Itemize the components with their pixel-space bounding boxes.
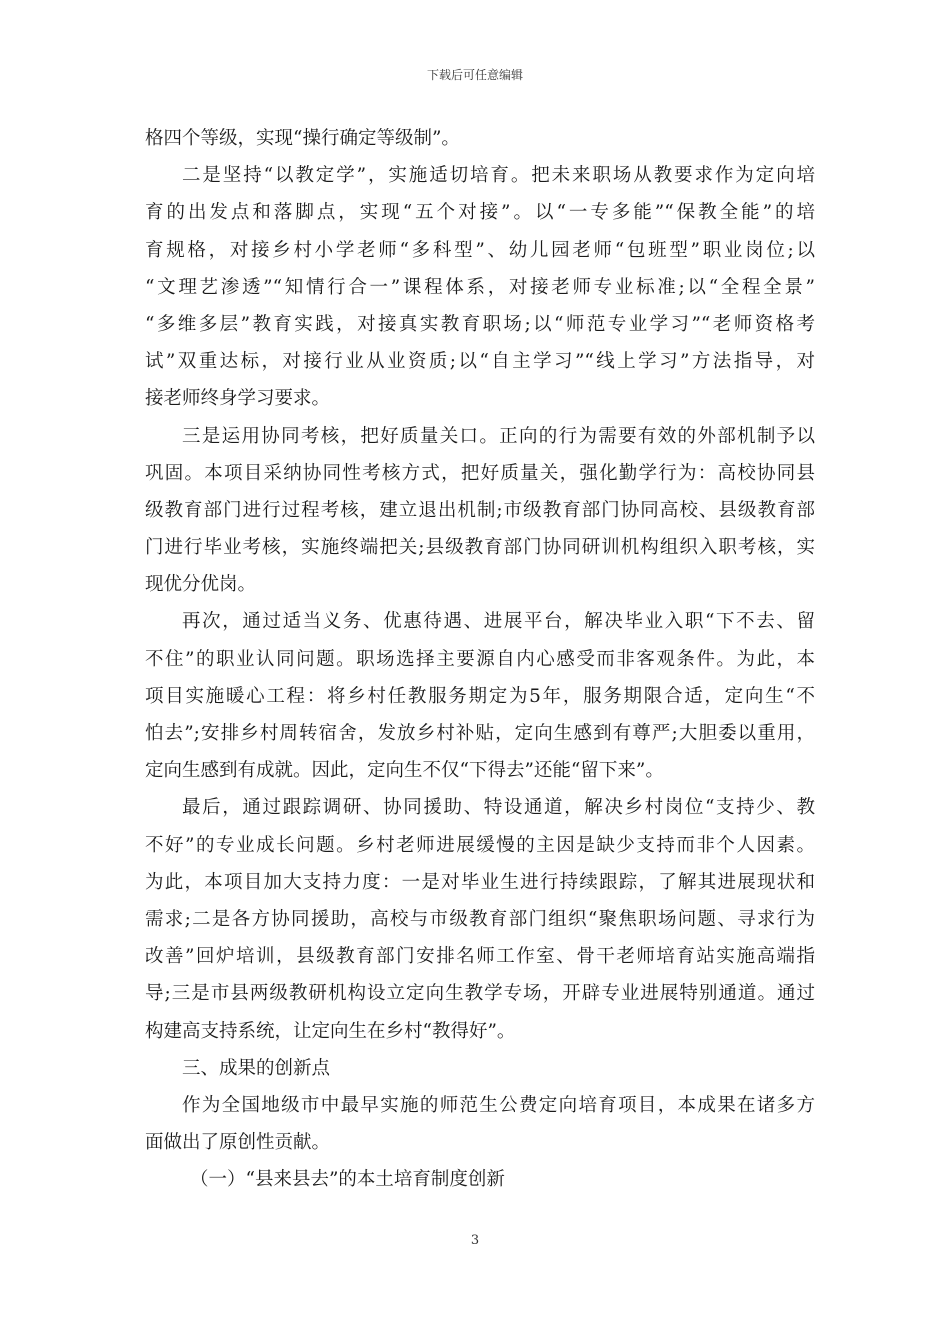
text-line: 育规格，对接乡村小学老师“多科型”、幼儿园老师“包班型”职业岗位;以 [145,239,815,261]
text-line: 最后，通过跟踪调研、协同援助、特设通道，解决乡村岗位“支持少、教 [182,797,815,819]
text-line: 现优分优岗。 [145,574,257,596]
text-line: 项目实施暖心工程：将乡村任教服务期定为5年，服务期限合适，定向生“不 [145,685,815,707]
section-heading: 三、成果的创新点 [182,1057,331,1079]
text-line: 改善”回炉培训，县级教育部门安排名师工作室、骨干老师培育站实施高端指 [145,946,815,968]
text-line: 二是坚持“以教定学”，实施适切培育。把未来职场从教要求作为定向培 [182,165,815,187]
page-header: 下载后可任意编辑 [426,68,523,82]
text-line: 育的出发点和落脚点，实现“五个对接”。以“一专多能”“保教全能”的培 [145,202,815,224]
text-line: 作为全国地级市中最早实施的师范生公费定向培育项目，本成果在诸多方 [182,1094,815,1116]
text-line: 构建高支持系统，让定向生在乡村“教得好”。 [145,1020,516,1042]
text-line: 为此，本项目加大支持力度：一是对毕业生进行持续跟踪，了解其进展现状和 [145,871,815,893]
text-line: 再次，通过适当义务、优惠待遇、进展平台，解决毕业入职“下不去、留 [182,611,815,633]
text-line: 格四个等级，实现“操行确定等级制”。 [145,128,460,149]
text-line: 导;三是市县两级教研机构设立定向生教学专场，开辟专业进展特别通道。通过 [145,983,815,1005]
text-line: “多维多层”教育实践，对接真实教育职场;以“师范专业学习”“老师资格考 [145,313,815,335]
text-line: 试”双重达标，对接行业从业资质;以“自主学习”“线上学习”方法指导，对 [145,351,815,373]
subsection-heading: （一）“县来县去”的本土培育制度创新 [190,1169,505,1191]
text-line: 接老师终身学习要求。 [145,388,331,410]
text-line: 面做出了原创性贡献。 [145,1132,331,1154]
text-line: 不住”的职业认同问题。职场选择主要源自内心感受而非客观条件。为此，本 [145,648,815,670]
text-line: 需求;二是各方协同援助，高校与市级教育部门组织“聚焦职场问题、寻求行为 [145,908,815,930]
text-line: 级教育部门进行过程考核，建立退出机制;市级教育部门协同高校、县级教育部 [145,499,815,521]
text-line: “文理艺渗透”“知情行合一”课程体系，对接老师专业标准;以“全程全景” [145,276,815,298]
text-line: 三是运用协同考核，把好质量关口。正向的行为需要有效的外部机制予以 [182,425,815,447]
text-line: 门进行毕业考核，实施终端把关;县级教育部门协同研训机构组织入职考核，实 [145,537,815,559]
text-line: 怕去”;安排乡村周转宿舍，发放乡村补贴，定向生感到有尊严;大胆委以重用， [145,723,815,744]
page-number: 3 [470,1233,480,1248]
text-line: 定向生感到有成就。因此，定向生不仅“下得去”还能“留下来”。 [145,760,664,782]
text-line: 不好”的专业成长问题。乡村老师进展缓慢的主因是缺少支持而非个人因素。 [145,834,815,856]
document-body [145,120,815,1198]
text-line: 巩固。本项目采纳协同性考核方式，把好质量关，强化勤学行为：高校协同县 [145,462,815,484]
